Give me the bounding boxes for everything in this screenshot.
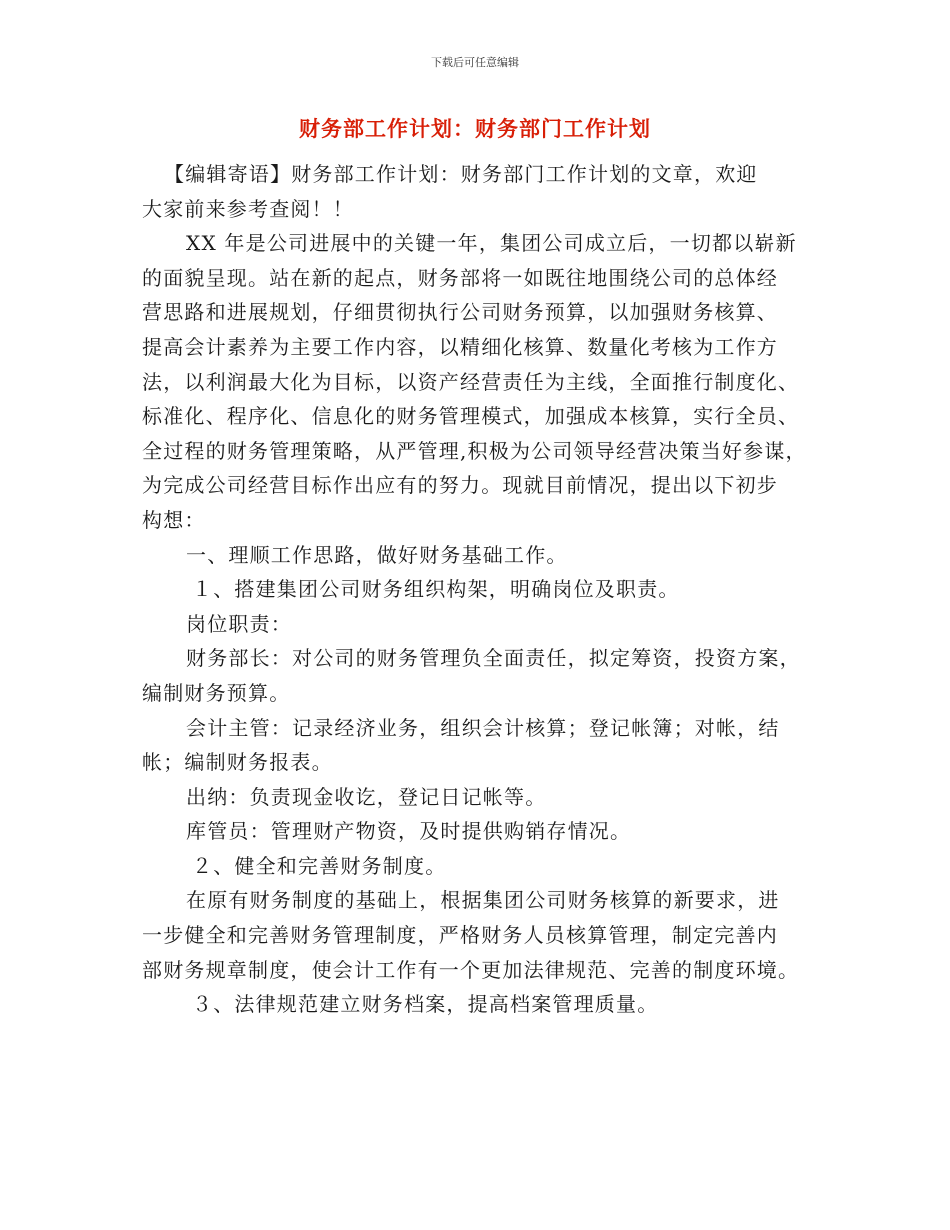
- paragraph-line: 法，以利润最大化为目标，以资产经营责任为主线，全面推行制度化、: [142, 369, 800, 394]
- subsection-heading: １、搭建集团公司财务组织构架，明确岗位及职责。: [192, 577, 680, 602]
- paragraph-line: 会计主管：记录经济业务，组织会计核算；登记帐簿；对帐，结: [186, 715, 780, 740]
- document-body: [142, 157, 814, 1022]
- paragraph-line: 帐；编制财务报表。: [142, 750, 333, 775]
- document-title: 财务部工作计划：财务部门工作计划: [299, 116, 651, 141]
- subsection-heading: ３、法律规范建立财务档案，提高档案管理质量。: [192, 992, 659, 1017]
- paragraph-line: 全过程的财务管理策略，从严管理,积极为公司领导经营决策当好参谋，: [142, 438, 807, 463]
- paragraph-line: 库管员：管理财产物资，及时提供购销存情况。: [186, 819, 632, 844]
- paragraph-line: 【编辑寄语】财务部工作计划：财务部门工作计划的文章，欢迎: [164, 162, 758, 186]
- paragraph-line: 提高会计素养为主要工作内容，以精细化核算、数量化考核为工作方: [142, 334, 778, 359]
- paragraph-line: 编制财务预算。: [142, 680, 291, 705]
- paragraph-line: 的面貌呈现。站在新的起点，财务部将一如既往地围绕公司的总体经: [142, 265, 778, 290]
- paragraph-line: 为完成公司经营目标作出应有的努力。现就目前情况，提出以下初步: [142, 473, 778, 498]
- paragraph-line: 在原有财务制度的基础上，根据集团公司财务核算的新要求，进: [186, 888, 780, 913]
- subsection-heading: ２、健全和完善财务制度。: [192, 853, 447, 878]
- paragraph-line: 大家前来参考查阅！！: [142, 196, 354, 221]
- paragraph-line: 营思路和进展规划，仔细贯彻执行公司财务预算，以加强财务核算、: [142, 300, 778, 325]
- header-note: 下载后可任意编辑: [431, 56, 519, 69]
- paragraph-line: XX 年是公司进展中的关键一年，集团公司成立后，一切都以崭新: [186, 231, 797, 256]
- paragraph-line: 标准化、程序化、信息化的财务管理模式，加强成本核算，实行全员、: [142, 404, 800, 429]
- paragraph-line: 岗位职责：: [186, 611, 292, 636]
- paragraph-line: 部财务规章制度，使会计工作有一个更加法律规范、完善的制度环境。: [142, 957, 800, 982]
- paragraph-line: 财务部长：对公司的财务管理负全面责任，拟定筹资，投资方案，: [186, 646, 801, 671]
- paragraph-line: 构想：: [142, 507, 206, 532]
- paragraph-line: 一步健全和完善财务管理制度，严格财务人员核算管理，制定完善内: [142, 923, 778, 948]
- section-heading: 一、理顺工作思路，做好财务基础工作。: [186, 542, 568, 567]
- paragraph-line: 出纳：负责现金收讫，登记日记帐等。: [186, 784, 547, 809]
